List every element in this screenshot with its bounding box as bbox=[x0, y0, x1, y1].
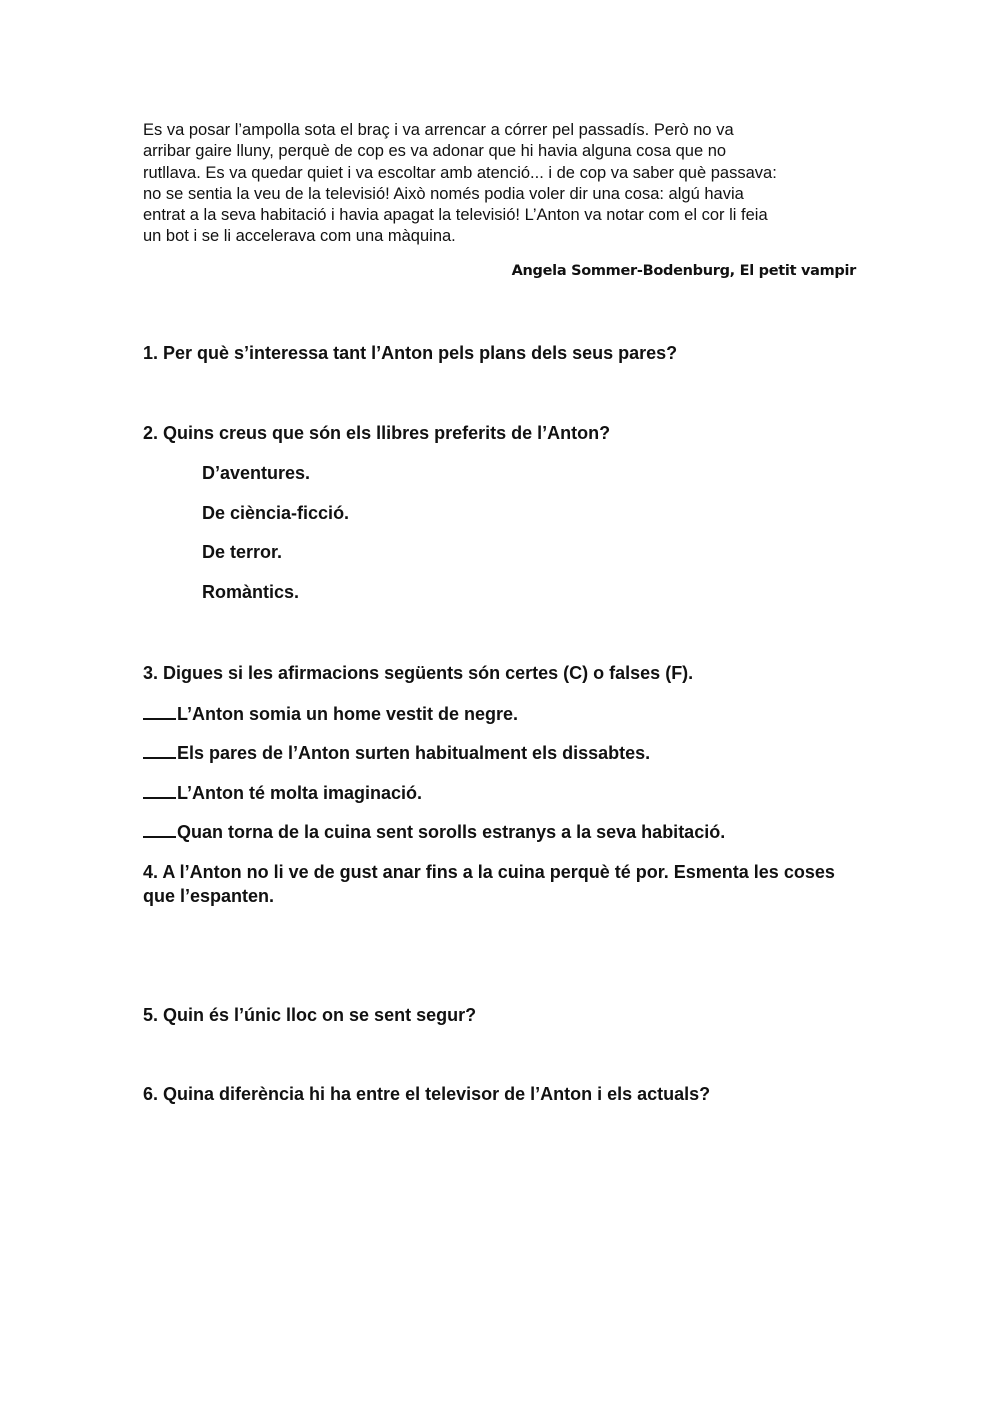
question-2: 2. Quins creus que són els llibres preferits de l’Anton? bbox=[143, 423, 611, 443]
question-2-option: De terror. bbox=[202, 542, 283, 562]
question-6: 6. Quina diferència hi ha entre el televisor de l’Anton i els actuals? bbox=[143, 1084, 711, 1104]
true-false-statement bbox=[143, 819, 725, 844]
passage-attribution: Angela Sommer-Bodenburg, El petit vampir bbox=[511, 263, 856, 279]
question-2-option: D’aventures. bbox=[202, 463, 311, 483]
statement-text: Quan torna de la cuina sent sorolls estranys a la seva habitació. bbox=[177, 822, 726, 842]
question-5: 5. Quin és l’únic lloc on se sent segur? bbox=[143, 1005, 477, 1025]
answer-blank[interactable] bbox=[143, 780, 176, 799]
true-false-statement bbox=[143, 740, 650, 765]
true-false-statement bbox=[143, 780, 422, 805]
answer-blank[interactable] bbox=[143, 701, 176, 720]
answer-blank[interactable] bbox=[143, 819, 176, 838]
true-false-statement bbox=[143, 701, 518, 726]
reading-passage: Es va posar l’ampolla sota el braç i va arrencar a córrer pel passadís. Però no va arribar gaire lluny, perquè de cop es va adonar que hi havia alguna cosa que no rutllava. Es va quedar quiet i va escoltar amb atenció... i de cop va saber què passava: no se sentia la veu de la televisió! Això només podia voler dir una cosa: algú havia entrat a la seva habitació i havia apagat la televisió! L’Anton va notar com el cor li feia un bot i se li accelerava com una màquina. bbox=[143, 121, 777, 246]
answer-blank[interactable] bbox=[143, 740, 176, 759]
statement-text: Els pares de l’Anton surten habitualment els dissabtes. bbox=[177, 743, 651, 763]
question-3: 3. Digues si les afirmacions següents són certes (C) o falses (F). bbox=[143, 663, 694, 683]
question-4: 4. A l’Anton no li ve de gust anar fins a la cuina perquè té por. Esmenta les coses que l’espanten. bbox=[143, 862, 835, 906]
question-1: 1. Per què s’interessa tant l’Anton pels plans dels seus pares? bbox=[143, 343, 678, 363]
question-2-option: Romàntics. bbox=[202, 582, 300, 602]
statement-text: L’Anton somia un home vestit de negre. bbox=[177, 704, 519, 724]
statement-text: L’Anton té molta imaginació. bbox=[177, 783, 423, 803]
question-2-option: De ciència-ficció. bbox=[202, 503, 350, 523]
